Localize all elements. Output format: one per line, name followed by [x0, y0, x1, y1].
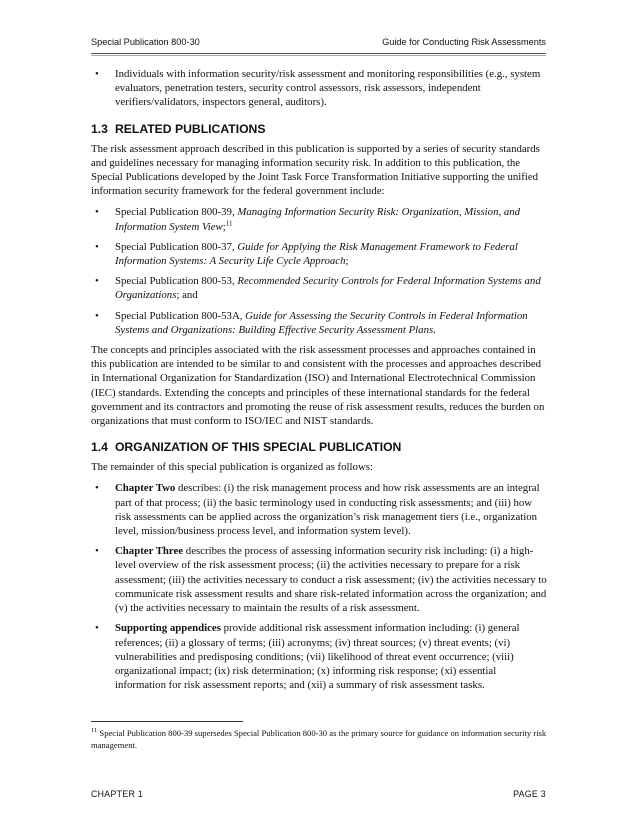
page-footer: [91, 789, 546, 799]
footnote-rule: [91, 721, 243, 722]
pub-title: Guide for Applying the Risk Management Framework to Federal Information Systems: A Security Life Cycle Approach: [115, 240, 518, 268]
bullet-icon: •: [95, 309, 99, 322]
section-heading-1-4: [91, 440, 547, 455]
pub-title: Guide for Assessing the Security Controls in Federal Information Systems and Organizations: Building Effective Security Assessment Plans: [115, 309, 528, 336]
pub-suffix: ; and: [176, 289, 198, 302]
header-rule: [91, 53, 546, 56]
paragraph-related-publications: The risk assessment approach described in this publication is supported by a series of security standards and guidelines necessary for managing information security risk. In addition to this publication, the Special Publications developed by the Joint Task Force Transformation Initiative supporting the unified information security framework for the federal government include:: [91, 142, 540, 198]
footnote-reference[interactable]: 11: [225, 219, 233, 228]
bullet-text: Individuals with information security/risk assessment and monitoring responsibilities (e.g., system evaluators, penetration testers, security control assessors, risk assessors, independent verifiers/validators, inspectors general, auditors).: [115, 68, 541, 109]
bullet-text: describes the process of assessing information security risk including: (i) a high-level overview of the risk assessment process; (ii) the activities necessary to prepare for a risk assessment; (iii) the activities necessary to conduct a risk assessment; (iv) the activities necessary to communicate risk assessment results and share risk-related information across the organization; and (v) the activities necessary to maintain the results of a risk assessment.: [115, 545, 547, 615]
bullet-icon: •: [95, 545, 99, 558]
pub-prefix: Special Publication 800-39,: [115, 206, 238, 219]
bullet-lead: Chapter Three: [115, 545, 184, 558]
section-number: 1.4: [91, 440, 108, 455]
footnote-number: 11: [91, 727, 98, 735]
bullet-text: describes: (i) the risk management process and how risk assessments are an integral part of that process; (ii) the basic terminology used in conducting risk assessments; and (iii) how risk assessments can be applied across the organization’s risk management tiers (i.e., organization level, mission/business process level, and information system level).: [115, 482, 540, 538]
pub-title: Recommended Security Controls for Federal Information Systems and Organizations: [115, 275, 541, 302]
list-item-sp800-39: [91, 205, 547, 233]
bullet-lead: Supporting appendices: [115, 622, 221, 635]
page-header: [91, 37, 546, 47]
pub-prefix: Special Publication 800-37,: [115, 240, 238, 253]
pub-suffix: ;: [345, 255, 349, 268]
pub-prefix: Special Publication 800-53A,: [115, 309, 246, 322]
list-item-supporting-appendices: [91, 621, 547, 692]
pub-prefix: Special Publication 800-53,: [115, 275, 238, 288]
bullet-icon: •: [95, 622, 99, 635]
footnote-text: Special Publication 800-39 supersedes Special Publication 800-30 as the primary source for guidance on information security risk management.: [91, 728, 547, 750]
list-item-chapter-three: [91, 544, 547, 615]
list-item-sp800-53a: [91, 309, 547, 337]
footer-page-number: PAGE 3: [513, 789, 546, 799]
section-title: RELATED PUBLICATIONS: [114, 121, 266, 136]
section-heading-1-3: [91, 122, 547, 137]
footer-chapter: CHAPTER 1: [91, 789, 144, 799]
bullet-icon: •: [95, 206, 99, 219]
bullet-text: provide additional risk assessment information including: (i) general references; (ii) a glossary of terms; (iii) acronyms; (iv) threat sources; (v) threat events; (vi) vulnerabilities and predisposing conditions; (vii) likelihood of threat event occurrence; (viii) organizational impact; (ix) risk determination; (x) informing risk response; (xi) essential information for risk assessment reports; and (xii) a summary of risk assessment tasks.: [115, 622, 520, 692]
bullet-icon: •: [95, 68, 99, 80]
header-publication: Special Publication 800-30: [91, 37, 200, 47]
list-item-chapter-two: [91, 481, 547, 538]
pub-title: Managing Information Security Risk: Organization, Mission, and Information System View: [115, 206, 521, 233]
list-item-sp800-53: [91, 274, 547, 302]
page-body: [91, 67, 547, 698]
bullet-icon: •: [95, 275, 99, 288]
pub-suffix: .: [433, 323, 436, 336]
pub-suffix: ;: [222, 220, 226, 233]
section-title: ORGANIZATION OF THIS SPECIAL PUBLICATION: [114, 440, 402, 455]
list-item-intro: [91, 67, 547, 110]
footnote: [91, 727, 549, 751]
bullet-lead: Chapter Two: [115, 482, 176, 495]
bullet-icon: •: [95, 240, 99, 253]
paragraph-organization: The remainder of this special publication is organized as follows:: [91, 461, 373, 474]
header-document-title: Guide for Conducting Risk Assessments: [382, 37, 546, 47]
list-item-sp800-37: [91, 240, 547, 268]
paragraph-iso-iec: The concepts and principles associated with the risk assessment processes and approaches contained in this publication are intended to be similar to and consistent with the processes and approaches described in International Organization for Standardization (ISO) and International Electrotechnical Commission (IEC) standards. Extending the concepts and principles of these international standards for the federal government and its contractors and promoting the reuse of risk assessment results, reduces the burden on organizations that must conform to ISO/IEC and NIST standards.: [91, 344, 545, 428]
bullet-icon: •: [95, 482, 99, 495]
section-number: 1.3: [91, 121, 108, 136]
